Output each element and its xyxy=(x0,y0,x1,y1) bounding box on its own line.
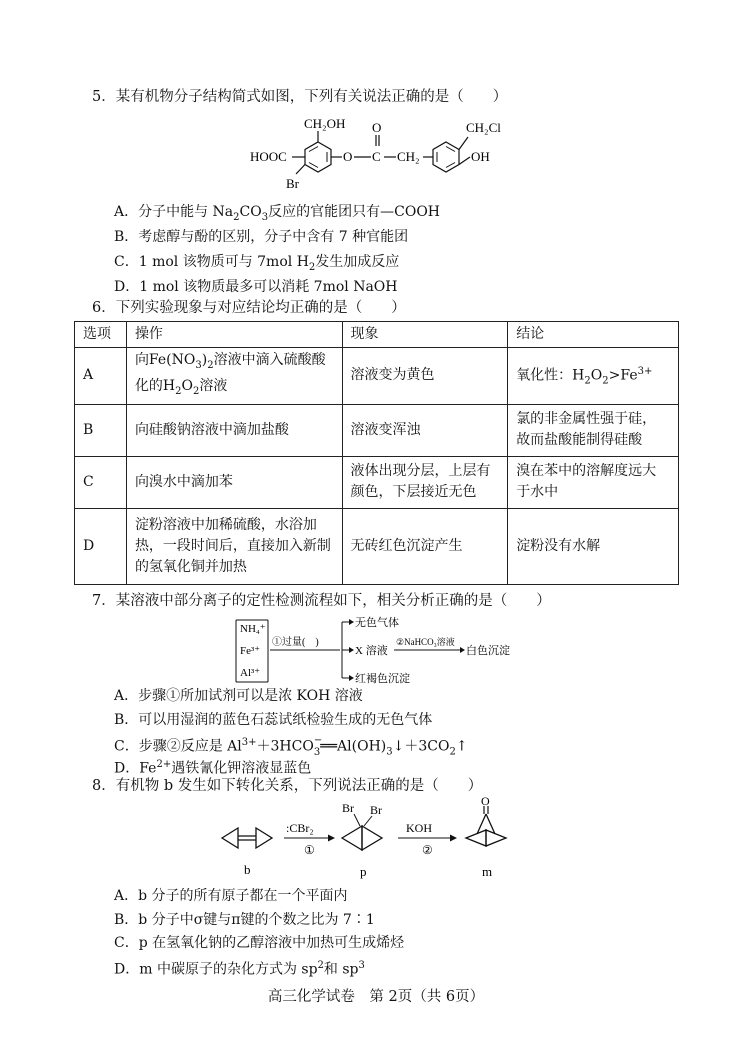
label-p: p xyxy=(360,864,367,879)
red-precipitate-label: 红褐色沉淀 xyxy=(355,673,410,685)
step1-label: ①过量( ) xyxy=(272,637,319,648)
page-footer: 高三化学试卷 第 2页（共 6页） xyxy=(267,989,485,1005)
o-label: O xyxy=(481,796,490,808)
q5-stem: 5．某有机物分子结构简式如图，下列有关说法正确的是（ ） xyxy=(92,89,508,105)
q5-ch2cl: CH₂Cl xyxy=(466,120,501,135)
q5-option-a: A．分子中能与 $Na_2CO_3$反应的官能团只有—COOH xyxy=(114,204,441,223)
step1-number: ① xyxy=(304,843,315,857)
table-row: C 向溴水中滴加苯 液体出现分层，上层有颜色，下层接近无色 溴在苯中的溶解度远大于水中 xyxy=(75,456,679,508)
header-operation: 操作 xyxy=(126,322,342,348)
q7-option-c: C．步骤②反应是 $Al^{3+}+3HCO$ − $_3══Al(OH)_3↓+3CO_2↑$ xyxy=(114,734,468,758)
q5-o-carbonyl: O xyxy=(372,120,382,135)
reagent-cbr2: :CBr₂ xyxy=(286,821,314,835)
q5-option-c: C．1 mol 该物质可与 7mol $H_2$发生加成反应 xyxy=(114,254,400,273)
q5-ch2oh: CH₂OH xyxy=(304,116,346,131)
table-header-row xyxy=(75,322,679,348)
q5-hooc: HOOC xyxy=(250,149,287,164)
q6-table xyxy=(74,321,679,585)
label-m: m xyxy=(482,864,493,879)
q6-stem: 6．下列实验现象与对应结论均正确的是（ ） xyxy=(92,300,406,316)
ion-nh4: NH₄⁺ xyxy=(240,623,266,635)
q8-stem: 8．有机物 b 发生如下转化关系，下列说法正确的是（ ） xyxy=(92,778,483,794)
reagent-koh: KOH xyxy=(406,821,432,835)
q5-option-b: B．考虑醇与酚的区别，分子中含有 7 种官能团 xyxy=(114,229,409,245)
ion-al3: Al³⁺ xyxy=(240,667,261,679)
ion-fe3: Fe³⁺ xyxy=(240,645,261,657)
white-precipitate-label: 白色沉淀 xyxy=(466,645,510,657)
q5-c: C xyxy=(372,149,381,164)
step2-number: ② xyxy=(422,843,433,857)
table-row: D 淀粉溶液中加稀硫酸，水浴加热，一段时间后，直接加入新制的氢氧化铜并加热 无砖红色沉淀产生 淀粉没有水解 xyxy=(75,508,679,584)
q7-option-d: D．$Fe^{2+}$遇铁氰化钾溶液显蓝色 xyxy=(114,759,312,777)
table-row: A 向$Fe(NO_3)_2$溶液中滴入硫酸酸化的$H_2O_2$溶液 溶液变为黄色 氧化性：$H_2O_2>Fe^{3+}$ xyxy=(75,348,679,405)
step2-label: ②NaHCO₃溶液 xyxy=(396,637,455,647)
q8-option-b: B．b 分子中σ键与π键的个数之比为 7∶1 xyxy=(114,912,375,928)
q8-option-c: C．p 在氢氧化钠的乙醇溶液中加热可生成烯烃 xyxy=(114,935,405,951)
x-solution-label: X 溶液 xyxy=(355,645,388,657)
br-label-1: Br xyxy=(342,801,354,815)
gas-label: 无色气体 xyxy=(355,617,399,629)
br-label-2: Br xyxy=(370,803,382,817)
q8-option-d: D．m 中碳原子的杂化方式为 $sp^2$和 $sp^3$ xyxy=(114,960,365,978)
label-b: b xyxy=(244,862,251,877)
header-option: 选项 xyxy=(75,322,127,348)
row-a-conclusion: 氧化性：$H_2O_2>Fe^{3+}$ xyxy=(508,348,679,405)
q8-option-a: A．b 分子的所有原子都在一个平面内 xyxy=(114,888,348,904)
q5-br: Br xyxy=(286,176,299,191)
row-a-operation: 向$Fe(NO_3)_2$溶液中滴入硫酸酸化的$H_2O_2$溶液 xyxy=(126,348,342,405)
q5-structure xyxy=(240,112,520,194)
q7-option-b: B．可以用湿润的蓝色石蕊试纸检验生成的无色气体 xyxy=(114,712,433,728)
q5-option-d: D．1 mol 该物质最多可以消耗 7mol NaOH xyxy=(114,279,398,295)
table-row: B 向硅酸钠溶液中滴加盐酸 溶液变浑浊 氯的非金属性强于硅，故而盐酸能制得硅酸 xyxy=(75,404,679,456)
header-conclusion: 结论 xyxy=(508,322,679,348)
q8-reaction-scheme xyxy=(214,796,534,882)
q7-flow-diagram xyxy=(234,614,534,686)
q5-ch2: CH₂ xyxy=(397,149,420,164)
q7-option-a: A．步骤①所加试剂可以是浓 KOH 溶液 xyxy=(114,688,363,704)
header-phenomenon: 现象 xyxy=(342,322,508,348)
q5-o-ester: O xyxy=(343,149,353,164)
q5-oh: OH xyxy=(471,149,490,164)
q7-stem: 7．某溶液中部分离子的定性检测流程如下，相关分析正确的是（ ） xyxy=(92,593,551,609)
